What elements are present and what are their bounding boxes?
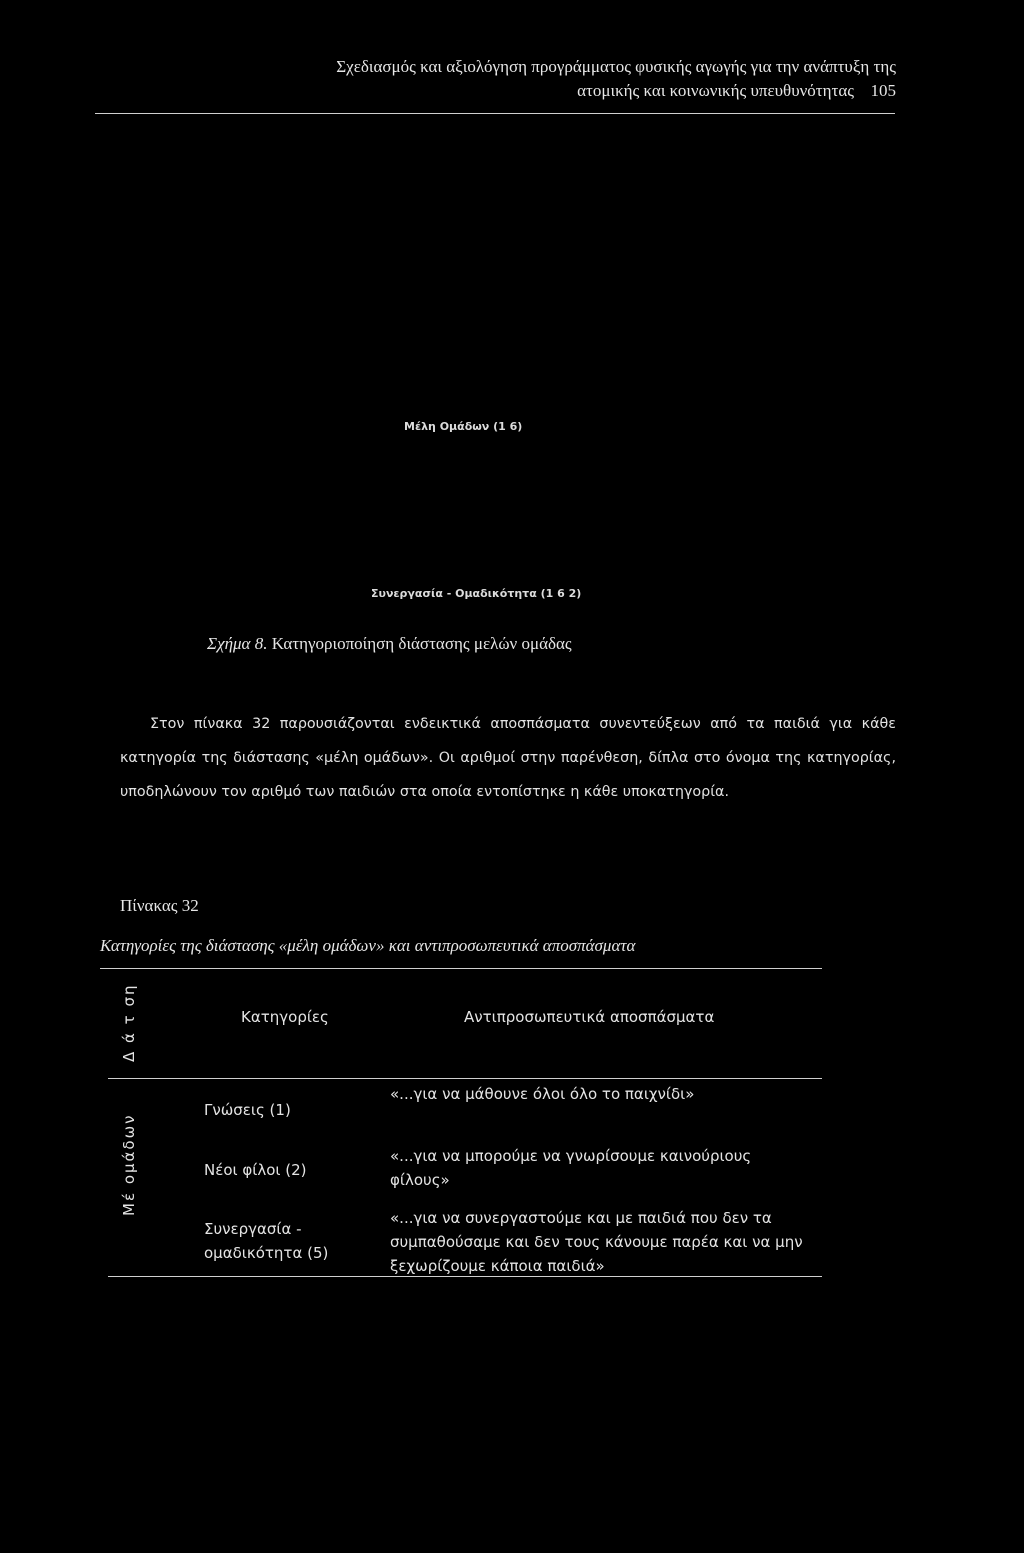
table-dimension-cell: Μέ ομάδων bbox=[120, 1113, 138, 1217]
header-line-2 bbox=[100, 79, 896, 103]
figure-caption-text: Κατηγοριοποίηση διάστασης μελών ομάδας bbox=[267, 634, 572, 653]
table-row-2-category: Νέοι φίλοι (2) bbox=[204, 1161, 307, 1179]
figure-caption bbox=[207, 634, 572, 654]
running-header bbox=[100, 55, 896, 103]
table-header-rule bbox=[108, 1078, 822, 1079]
table-header-categories: Κατηγορίες bbox=[241, 1008, 329, 1026]
table-number: Πίνακας 32 bbox=[120, 896, 199, 915]
table-header-dimension: Δ ά τ ση bbox=[120, 983, 138, 1063]
table-row-1-category: Γνώσεις (1) bbox=[204, 1101, 291, 1119]
table-title: Κατηγορίες της διάστασης «μέλη ομάδων» και αντιπροσωπευτικά αποσπάσματα bbox=[100, 936, 636, 955]
figure-caption-label: Σχήμα 8. bbox=[207, 634, 268, 653]
table-header-excerpts: Αντιπροσωπευτικά αποσπάσματα bbox=[464, 1008, 715, 1026]
table-top-rule bbox=[100, 968, 822, 969]
table-row-2-excerpt: «...για να μπορούμε να γνωρίσουμε καινούριους φίλους» bbox=[390, 1147, 752, 1189]
table-row-3-category: Συνεργασία - ομαδικότητα (5) bbox=[204, 1220, 329, 1262]
header-line-1: Σχεδιασμός και αξιολόγηση προγράμματος φυσικής αγωγής για την ανάπτυξη της bbox=[336, 57, 896, 76]
page-number: 105 bbox=[870, 81, 896, 100]
table-bottom-rule bbox=[108, 1276, 822, 1277]
table-row-3-excerpt: «...για να συνεργαστούμε και με παιδιά που δεν τα συμπαθούσαμε και δεν τους κάνουμε παρέα και να μην ξεχωρίζουμε κάποια παιδιά» bbox=[390, 1209, 803, 1275]
header-line-2-text: ατομικής και κοινωνικής υπευθυνότητας bbox=[577, 81, 854, 100]
table-row-1-excerpt: «...για να μάθουνε όλοι όλο το παιχνίδι» bbox=[390, 1085, 695, 1103]
header-divider bbox=[95, 113, 895, 114]
body-paragraph: Στον πίνακα 32 παρουσιάζονται ενδεικτικά αποσπάσματα συνεντεύξεων από τα παιδιά για κάθε κατηγορία της διάστασης «μέλη ομάδων». Οι αριθμοί στην παρένθεση, δίπλα στο όνομα της κατηγορίας, υποδηλώνουν τον αριθμό των παιδιών στα οποία εντοπίστηκε η κάθε υποκατηγορία. bbox=[120, 716, 896, 800]
diagram-node-cooperation: Συνεργασία - Ομαδικότητα (1 6 2) bbox=[371, 587, 582, 600]
diagram-node-members: Μέλη Ομάδων (1 6) bbox=[404, 420, 523, 433]
